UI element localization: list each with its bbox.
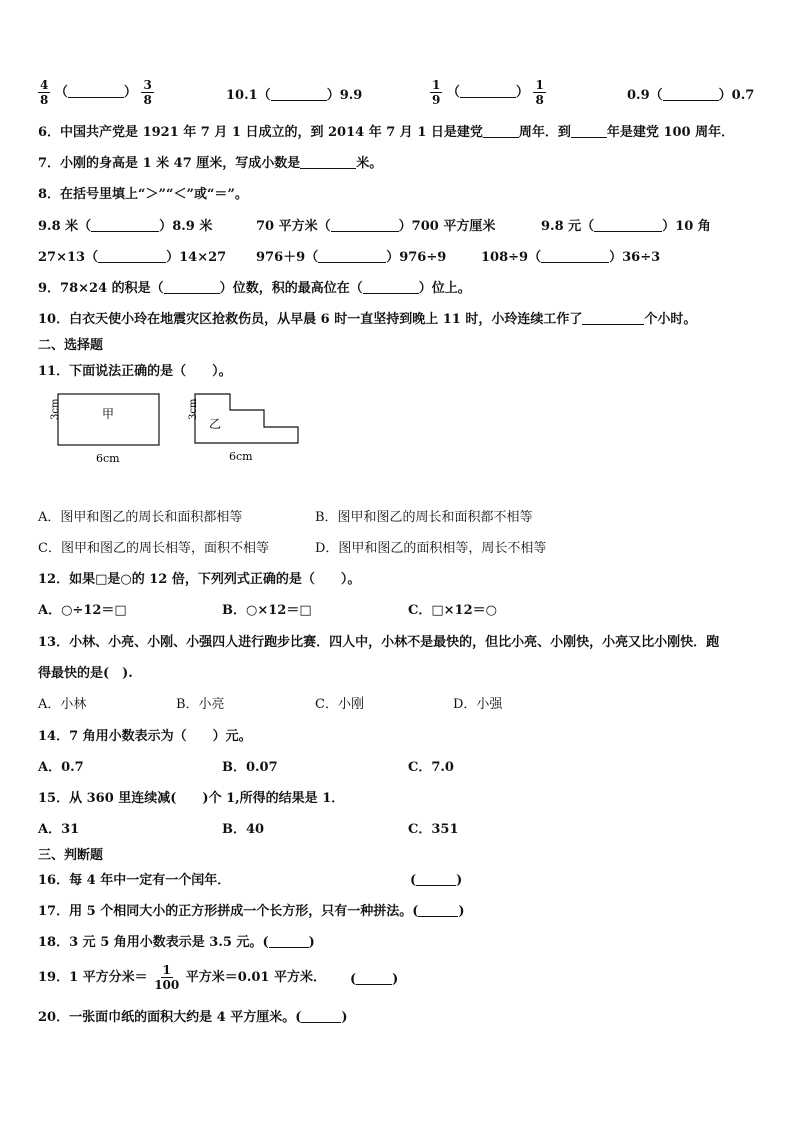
option-c[interactable]: C．小刚: [315, 697, 364, 712]
answer-blank[interactable]: [318, 250, 386, 263]
width-label-1: 6cm: [96, 452, 120, 465]
question-17: 17．用 5 个相同大小的正方形拼成一个长方形，只有一种拼法。( ): [38, 904, 465, 919]
fraction: $\frac{1}{100}$: [154, 963, 180, 992]
judgement-blank[interactable]: [269, 935, 309, 948]
answer-blank[interactable]: [164, 281, 220, 294]
judgement-blank[interactable]: ( ): [410, 873, 463, 888]
question-16: 16．每 4 年中一定有一个闰年．: [38, 873, 231, 888]
q8-item: 9.8 元（ ）10 角: [541, 219, 711, 234]
fraction: $\frac{1}{8}$: [535, 78, 544, 107]
answer-blank[interactable]: [663, 88, 719, 101]
shape-figure: [30, 388, 320, 468]
width-label-2: 6cm: [229, 450, 253, 463]
question-13-line-2: 得最快的是( ).: [38, 666, 133, 681]
option-a[interactable]: A．小林: [38, 697, 87, 712]
question-12: 12．如果□是○的 12 倍，下列列式正确的是（ ）。: [38, 572, 361, 587]
option-b[interactable]: B．0.07: [222, 760, 278, 775]
answer-blank[interactable]: [363, 281, 419, 294]
question-7: 7．小刚的身高是 1 米 47 厘米，写成小数是 米。: [38, 156, 383, 171]
q8-item: 108÷9（ ）36÷3: [481, 250, 661, 265]
option-b[interactable]: B．图甲和图乙的周长和面积都不相等: [315, 510, 533, 525]
option-b[interactable]: B．○×12＝□: [222, 603, 312, 618]
answer-blank[interactable]: [594, 219, 662, 232]
option-d[interactable]: D．小强: [453, 697, 503, 712]
answer-blank[interactable]: [331, 219, 399, 232]
question-10: 10．白衣天使小玲在地震灾区抢救伤员，从早晨 6 时一直坚持到晚上 11 时，小玲连续工作了 个小时。: [38, 312, 697, 327]
question-20: 20．一张面巾纸的面积大约是 4 平方厘米。( ): [38, 1010, 348, 1025]
q8-item: 976＋9（ ）976÷9: [256, 250, 447, 265]
fraction: $\frac{3}{8}$: [143, 78, 152, 107]
fraction: $\frac{4}{8}$: [40, 78, 49, 107]
question-14: 14．7 角用小数表示为（ ）元。: [38, 729, 252, 744]
answer-blank[interactable]: [460, 85, 516, 98]
answer-blank[interactable]: [98, 250, 166, 263]
option-c[interactable]: C．351: [408, 822, 459, 837]
height-label-2: 3cm: [188, 398, 199, 420]
question-9: 9．78×24 的积是（ ）位数，积的最高位在（ ）位上。: [38, 281, 471, 296]
answer-blank[interactable]: [541, 250, 609, 263]
judgement-blank[interactable]: [418, 904, 458, 917]
question-8: 8．在括号里填上“＞”“＜”或“＝”。: [38, 187, 248, 202]
fraction: $\frac{1}{9}$: [432, 78, 441, 107]
option-a[interactable]: A．○÷12＝□: [38, 603, 127, 618]
compare-item-2: 10.1（ ）9.9: [226, 88, 363, 103]
option-c[interactable]: C．图甲和图乙的周长相等，面积不相等: [38, 541, 269, 556]
option-b[interactable]: B．40: [222, 822, 265, 837]
section-title: 三、判断题: [38, 848, 104, 863]
option-c[interactable]: C．□×12＝○: [408, 603, 497, 618]
compare-item-3: $\frac{1}{9}$ （ ） $\frac{1}{8}$: [432, 78, 544, 107]
question-19: 19．1 平方分米＝ $\frac{1}{100}$ 平方米＝0.01 平方米．: [38, 963, 326, 992]
option-a[interactable]: A．31: [38, 822, 80, 837]
q8-item: 27×13（ ）14×27: [38, 250, 227, 265]
compare-item-4: 0.9（ ）0.7: [627, 88, 755, 103]
label-jia: 甲: [102, 407, 115, 421]
answer-blank[interactable]: [68, 85, 124, 98]
answer-blank[interactable]: [300, 156, 356, 169]
q8-item: 70 平方米（ ）700 平方厘米: [256, 219, 496, 234]
label-yi: 乙: [209, 417, 222, 431]
answer-blank[interactable]: [571, 125, 607, 138]
question-11: 11．下面说法正确的是（ ）。: [38, 364, 232, 379]
judgement-blank[interactable]: ( ): [350, 972, 399, 987]
option-a[interactable]: A．0.7: [38, 760, 84, 775]
question-6: 6．中国共产党是 1921 年 7 月 1 日成立的，到 2014 年 7 月 1 日是建党 周年．到 年是建党 100 周年．: [38, 125, 735, 140]
option-d[interactable]: D．图甲和图乙的面积相等，周长不相等: [315, 541, 547, 556]
question-13-line-1: 13．小林、小亮、小刚、小强四人进行跑步比赛．四人中，小林不是最快的，但比小亮、小刚快，小亮又比小刚快．跑: [38, 635, 720, 650]
judgement-blank[interactable]: [301, 1010, 341, 1023]
answer-blank[interactable]: [271, 88, 327, 101]
height-label-1: 3cm: [50, 398, 61, 420]
answer-blank[interactable]: [483, 125, 519, 138]
option-c[interactable]: C．7.0: [408, 760, 454, 775]
question-15: 15．从 360 里连续减( )个 1,所得的结果是 1．: [38, 791, 345, 806]
question-18: 18．3 元 5 角用小数表示是 3.5 元。( ): [38, 935, 315, 950]
q8-item: 9.8 米（ ）8.9 米: [38, 219, 213, 234]
option-a[interactable]: A．图甲和图乙的周长和面积都相等: [38, 510, 243, 525]
option-b[interactable]: B．小亮: [176, 697, 225, 712]
answer-blank[interactable]: [582, 312, 644, 325]
compare-item-1: $\frac{4}{8}$ （ ） $\frac{3}{8}$: [40, 78, 152, 107]
section-title: 二、选择题: [38, 338, 104, 353]
answer-blank[interactable]: [91, 219, 159, 232]
